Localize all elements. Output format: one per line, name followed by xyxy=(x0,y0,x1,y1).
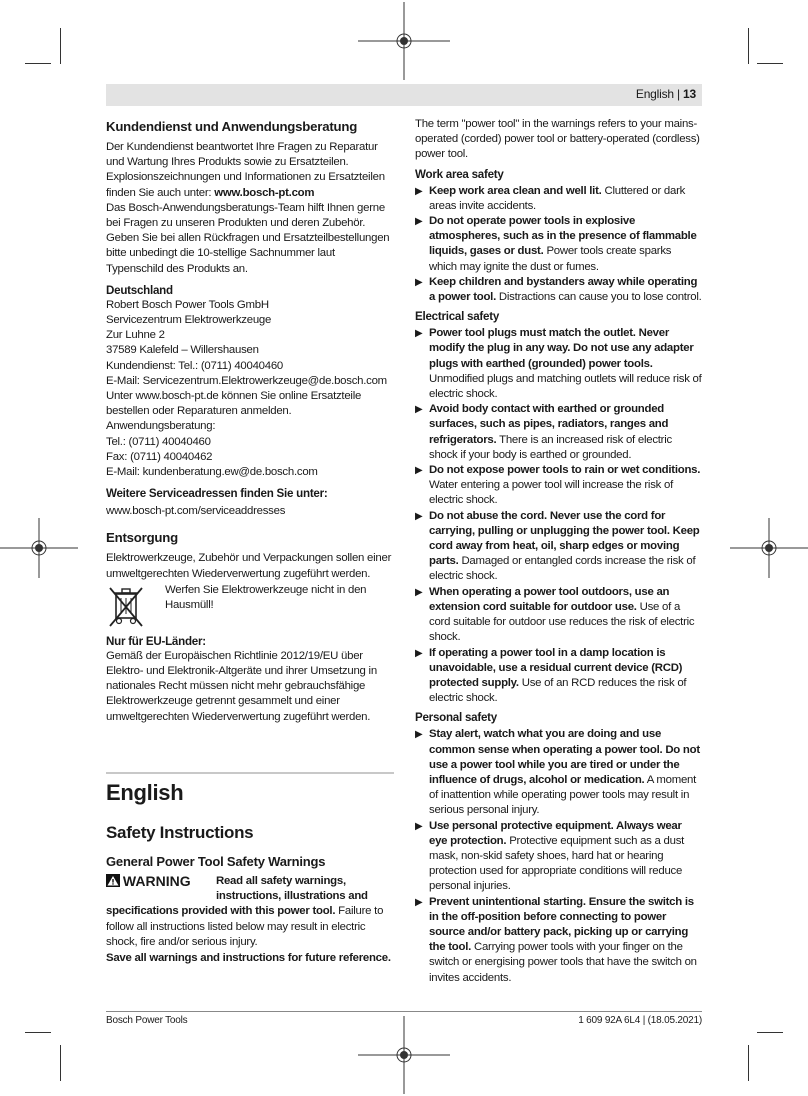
country-title: Deutschland xyxy=(106,283,173,297)
list-item: ▶ Keep children and bystanders away while operating a power tool. Distractions can cause you to lose control. xyxy=(415,275,702,304)
language-title: English xyxy=(106,780,184,805)
header-language: English xyxy=(635,87,674,101)
warning-label-text: WARNING xyxy=(122,873,191,889)
work-area-list xyxy=(415,184,702,306)
list-item: ▶ Do not expose power tools to rain or wet conditions. Water entering a power tool will increase the risk of electric shock. xyxy=(415,464,701,507)
intro-paragraph: The term "power tool" in the warnings refers to your mains-operated (corded) power tool or battery-operated (cordless) power tool. xyxy=(415,118,700,161)
crossed-bin-icon xyxy=(108,584,144,628)
registration-mark-right xyxy=(730,518,808,578)
header-text: English | 13 xyxy=(635,87,696,101)
right-column xyxy=(415,117,702,986)
service-title: Kundendienst und Anwendungsberatung xyxy=(106,119,358,134)
eu-title: Nur für EU-Länder: xyxy=(106,634,206,648)
warning-label xyxy=(106,874,216,904)
footer-right: 1 609 92A 6L4 | (18.05.2021) xyxy=(578,1015,702,1026)
save-instructions: Save all warnings and instructions for future reference. xyxy=(106,952,391,965)
crop-mark xyxy=(60,1045,61,1081)
service-paragraph-2: Das Bosch-Anwendungsberatungs-Team hilft Ihnen gerne bei Fragen zu unseren Produkten und deren Zubehör. xyxy=(106,201,385,230)
address-line: Zur Luhne 2 xyxy=(106,329,165,342)
contact-line: E-Mail: kundenberatung.ew@de.bosch.com xyxy=(106,466,318,479)
left-column xyxy=(106,118,394,725)
registration-mark-bottom xyxy=(358,1016,450,1094)
crop-mark xyxy=(25,1032,51,1033)
crop-mark xyxy=(748,1045,749,1081)
address-line: 37589 Kalefeld – Willershausen xyxy=(106,344,259,357)
list-item: ▶ Avoid body contact with earthed or grounded surfaces, such as pipes, radiators, ranges and refrigerators. There is an increased risk of electric shock if your body is earthed or grounded. xyxy=(415,403,672,461)
warning-block xyxy=(106,874,394,950)
list-item: ▶ Keep work area clean and well lit. Cluttered or dark areas invite accidents. xyxy=(415,184,686,212)
section-title-personal: Personal safety xyxy=(415,711,497,725)
crop-mark xyxy=(748,28,749,64)
contact-line: Tel.: (0711) 40040460 xyxy=(106,435,211,448)
list-item: ▶ Power tool plugs must match the outlet. Never modify the plug in any way. Do not use any adapter plugs with earthed (grounded) power tools. Unmodified plugs and matching outlets will reduce risk of electric shock. xyxy=(415,327,702,401)
eu-paragraph: Gemäß der Europäischen Richtlinie 2012/19/EU über Elektro- und Elektronik-Altgeräte und ihrer Umsetzung in nationales Recht müssen nicht mehr gebrauchsfähige Elektrowerkzeuge getrennt gesammelt und einer umweltgerechten Wiederverwertung zugeführt werden. xyxy=(106,649,377,723)
contact-line: Fax: (0711) 40040462 xyxy=(106,450,213,463)
crop-mark xyxy=(25,63,51,64)
contact-line: Kundendienst: Tel.: (0711) 40040460 xyxy=(106,359,284,372)
more-addresses-title: Weitere Serviceadressen finden Sie unter: xyxy=(106,487,328,501)
service-url: www.bosch-pt.com xyxy=(214,186,315,199)
crop-mark xyxy=(60,28,61,64)
disposal-title: Entsorgung xyxy=(106,530,178,546)
disposal-paragraph: Elektrowerkzeuge, Zubehör und Verpackungen sollen einer umweltgerechten Wiederverwertung zugeführt werden. xyxy=(106,552,392,580)
disposal-icon-row xyxy=(106,582,394,630)
address-line: Servicezentrum Elektrowerkzeuge xyxy=(106,314,272,327)
electrical-list xyxy=(415,326,702,706)
crop-mark xyxy=(757,63,783,64)
service-paragraph-3: Geben Sie bei allen Rückfragen und Ersatzteilbestellungen bitte unbedingt die 10-stellige Sachnummer laut Typenschild des Produkts an. xyxy=(106,232,390,275)
list-item: ▶ When operating a power tool outdoors, use an extension cord suitable for outdoor use. Use of a cord suitable for outdoor use reduces the risk of electric shock. xyxy=(415,585,695,644)
contact-line: E-Mail: Servicezentrum.Elektrowerkzeuge@de.bosch.com xyxy=(106,374,387,387)
service-paragraph: Der Kundendienst beantwortet Ihre Fragen zu Reparatur und Wartung Ihres Produkts sowie zu Ersatzteilen. Explosionszeichnungen und Informationen zu Ersatzteilen finden Sie auch unter: www.bosch-pt.com xyxy=(106,141,385,199)
section-divider xyxy=(106,772,394,774)
safety-title: Safety Instructions xyxy=(106,823,254,842)
warning-text: Read all safety warnings, instructions, illustrations and specifications provided with this power tool. Failure to follow all instructions listed below may result in electric shock, fire and/or serious injury. xyxy=(106,875,384,948)
warning-triangle-icon xyxy=(106,874,120,887)
section-title-work-area: Work area safety xyxy=(415,167,504,181)
personal-list xyxy=(415,727,702,985)
general-warnings-title: General Power Tool Safety Warnings xyxy=(106,854,326,869)
list-item: ▶ Stay alert, watch what you are doing and use common sense when operating a power tool. Do not use a power tool while you are tired or under the influence of drugs, alcohol or medication. A moment of inattention while operating power tools may result in serious personal injury. xyxy=(415,728,700,817)
page-header xyxy=(106,84,702,106)
list-item: ▶ Do not operate power tools in explosive atmospheres, such as in the presence of flammable liquids, gases or dust. Power tools create sparks which may ignite the dust or fumes. xyxy=(415,215,697,273)
list-item: ▶ Do not abuse the cord. Never use the cord for carrying, pulling or unplugging the power tool. Keep cord away from heat, oil, sharp edges or moving parts. Damaged or entangled cords increase the risk of electric shock. xyxy=(415,509,700,583)
crop-mark xyxy=(757,1032,783,1033)
list-item: ▶ If operating a power tool in a damp location is unavoidable, use a residual current device (RCD) protected supply. Use of an RCD reduces the risk of electric shock. xyxy=(415,646,687,705)
address-line: Robert Bosch Power Tools GmbH xyxy=(106,298,269,311)
contact-line: Unter www.bosch-pt.de können Sie online Ersatzteile bestellen oder Reparaturen anmelden. xyxy=(106,390,362,418)
registration-mark-top xyxy=(358,2,450,80)
english-section xyxy=(106,780,394,966)
registration-mark-left xyxy=(0,518,78,578)
list-item: ▶ Prevent unintentional starting. Ensure the switch is in the off-position before connecting to power source and/or battery pack, picking up or carrying the tool. Carrying power tools with your finger on the switch or energising power tools that have the switch on invites accidents. xyxy=(415,895,697,984)
section-title-electrical: Electrical safety xyxy=(415,310,500,324)
page-number: 13 xyxy=(683,87,696,101)
list-item: ▶ Use personal protective equipment. Always wear eye protection. Protective equipment such as a dust mask, non-skid safety shoes, hard hat or hearing protection used for appropriate conditions will reduce personal injuries. xyxy=(415,819,685,893)
footer-left: Bosch Power Tools xyxy=(106,1015,188,1026)
disposal-paragraph-2: Werfen Sie Elektrowerkzeuge nicht in den Hausmüll! xyxy=(165,583,367,612)
footer-rule xyxy=(106,1011,702,1012)
more-addresses-url: www.bosch-pt.com/serviceaddresses xyxy=(106,505,286,518)
contact-line: Anwendungsberatung: xyxy=(106,420,216,433)
